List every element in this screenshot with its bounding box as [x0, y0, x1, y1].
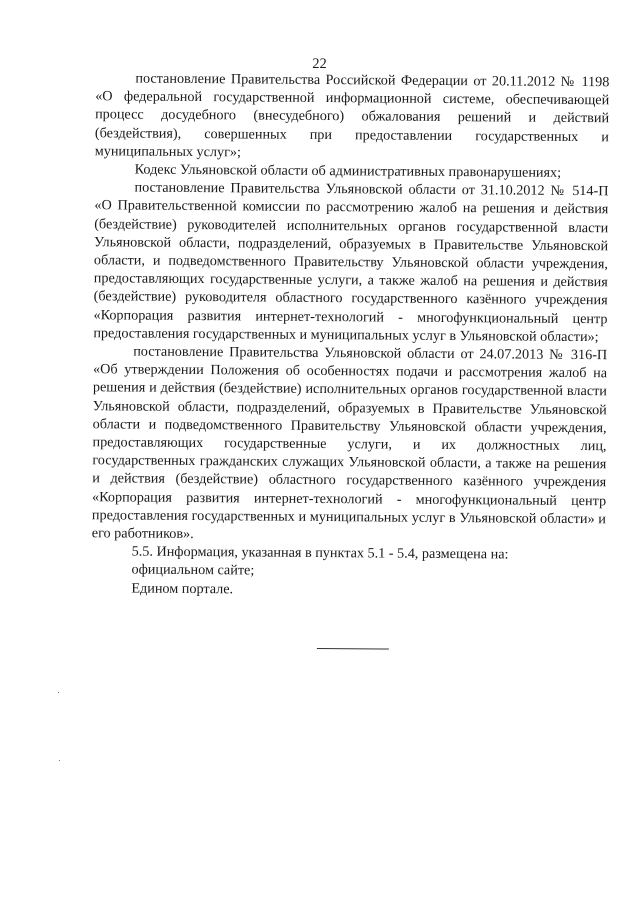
- scan-speck: [59, 760, 60, 761]
- paragraph-decree-514: постановление Правительства Ульяновской области от 31.10.2012 № 514-П «О Правительственной комиссии по рассмотрению жалоб на решения и действия (бездействие) руководителей исполнительных органов государственной власти Ульяновской области, подразделений, образуемых в Правительстве Ульяновской области, и подведомственного Правительству Ульяновской области учреждения, предоставляющих государственные услуги, а также жалоб на решения и действия (бездействие) руководителя областного государственного казённого учреждения «Корпорация развития интернет-технологий - многофункциональный центр предоставления государственных и муниципальных услуг в Ульяновской области»;: [93, 179, 609, 346]
- paragraph-unified-portal: Едином портале.: [131, 580, 234, 598]
- paragraph-decree-316: постановление Правительства Ульяновской области от 24.07.2013 № 316-П «Об утверждении Положения об особенностях подачи и рассмотрения жалоб на решения и действия (бездействие) исполнительных органов государственной власти Ульяновской области, подразделений, образуемых в Правительстве Ульяновской области и подведомственного Правительству Ульяновской области учреждения, предоставляющих государственные услуги, и их должностных лиц, государственных гражданских служащих Ульяновской области, а также на решения и действия (бездействие) областного государственного казённого учреждения «Корпорация развития интернет-технологий - многофункциональный центр предоставления государственных и муниципальных услуг в Ульяновской области» и его работников».: [91, 343, 608, 543]
- document-body: [91, 69, 609, 601]
- scan-speck: [58, 692, 59, 693]
- page-number: 22: [312, 55, 327, 73]
- paragraph-decree-1198: постановление Правительства Российской Федерации от 20.11.2012 № 1198 «О федеральной государственной информационной системе, обеспечивающей процесс досудебного (внесудебного) обжалования решений и действий (бездействия), совершенных при предоставлении государственных и муниципальных услуг»;: [94, 70, 610, 161]
- paragraph-official-site: официальном сайте;: [131, 562, 255, 579]
- paragraph-section-5-5: 5.5. Информация, указанная в пунктах 5.1 - 5.4, размещена на:: [131, 543, 509, 563]
- paragraph-administrative-code: Кодекс Ульяновской области об административных правонарушениях;: [134, 161, 562, 181]
- closing-separator-line: [317, 648, 389, 650]
